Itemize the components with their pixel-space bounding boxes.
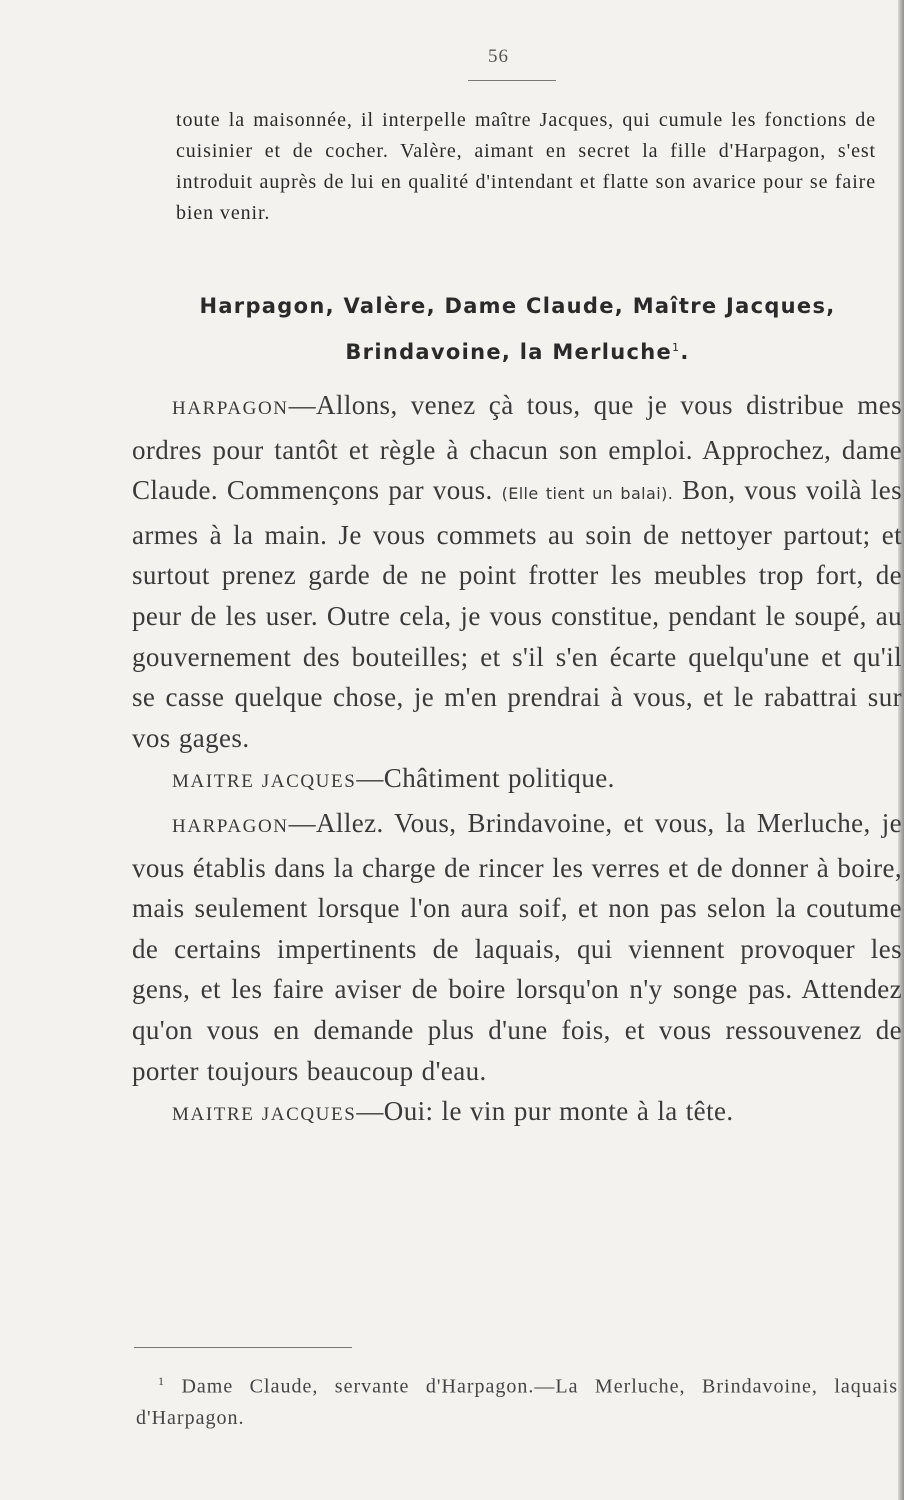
footnote-text: Dame Claude, servante d'Harpagon.—La Merluche, Brindavoine, laquais d'Harpagon. — [136, 1375, 898, 1429]
speaker-name: HARPAGON — [172, 815, 289, 837]
footnote-rule — [134, 1347, 352, 1348]
intro-paragraph: toute la maisonnée, il interpelle maître Jacques, qui cumule les fonctions de cuisinier et de cocher. Valère, aimant en secret la fille d'Harpagon, s'est introduit auprès de lui en qualité d'intendant et flatte son avarice pour se faire bien venir. — [176, 109, 876, 224]
speaker-name: MAITRE JACQUES — [172, 771, 357, 793]
speech-dash: — — [356, 763, 384, 794]
speech-dash: — — [356, 1096, 384, 1127]
scene-heading-period: . — [680, 340, 690, 364]
page-number: 56 — [488, 46, 509, 67]
speech-dash: — — [288, 390, 317, 420]
scene-heading — [140, 285, 895, 373]
speech-harpagon-2 — [132, 803, 902, 1091]
speech-harpagon-1 — [132, 385, 902, 758]
footnote-marker: 1 — [158, 1374, 165, 1388]
speech-text: Allons, venez çà tous, que je vous distribue mes ordres pour tantôt et règle à chacun son emploi. Approchez, dame Claude. Commençons par vous. — [132, 390, 902, 506]
stage-direction: (Elle tient un balai). — [501, 484, 674, 504]
footnote-reference[interactable]: 1 — [672, 341, 681, 354]
footnote — [136, 1366, 898, 1434]
speech-text: Châtiment politique. — [383, 763, 615, 794]
header-rule — [468, 80, 556, 81]
scene-heading-line-1: Harpagon, Valère, Dame Claude, Maître Jacques, — [199, 294, 836, 318]
speech-text-continued: Bon, vous voilà les armes à la main. Je vous commets au soin de nettoyer partout; et surtout prenez garde de ne point frotter les meubles trop fort, de peur de les user. Outre cela, je vous constitue, pendant le soupé, au gouvernement des bouteilles; et s'il s'en écarte quelqu'une et qu'il se casse quelque chose, je m'en prendrai à vous, et le rabattrai sur vos gages. — [132, 475, 902, 753]
speech-text: Oui: le vin pur monte à la tête. — [383, 1096, 734, 1127]
speech-maitre-jacques-2 — [132, 1091, 902, 1136]
speech-maitre-jacques-1 — [132, 758, 902, 803]
dialogue-block — [132, 385, 902, 1136]
speaker-name: HARPAGON — [172, 398, 289, 419]
scene-heading-line-2: Brindavoine, la Merluche — [345, 340, 673, 364]
speaker-name: MAITRE JACQUES — [172, 1104, 357, 1126]
speech-dash: — — [288, 807, 317, 838]
speech-text: Allez. Vous, Brindavoine, et vous, la Merluche, je vous établis dans la charge de rincer les verres et de donner à boire, mais seulement lorsque l'on aura soif, et non pas selon la coutume de certains impertinents de laquais, qui viennent provoquer les gens, et les faire aviser de boire lorsqu'on n'y songe pas. Attendez qu'on vous en demande plus d'une fois, et vous ressouvenez de porter toujours beaucoup d'eau. — [132, 807, 902, 1086]
